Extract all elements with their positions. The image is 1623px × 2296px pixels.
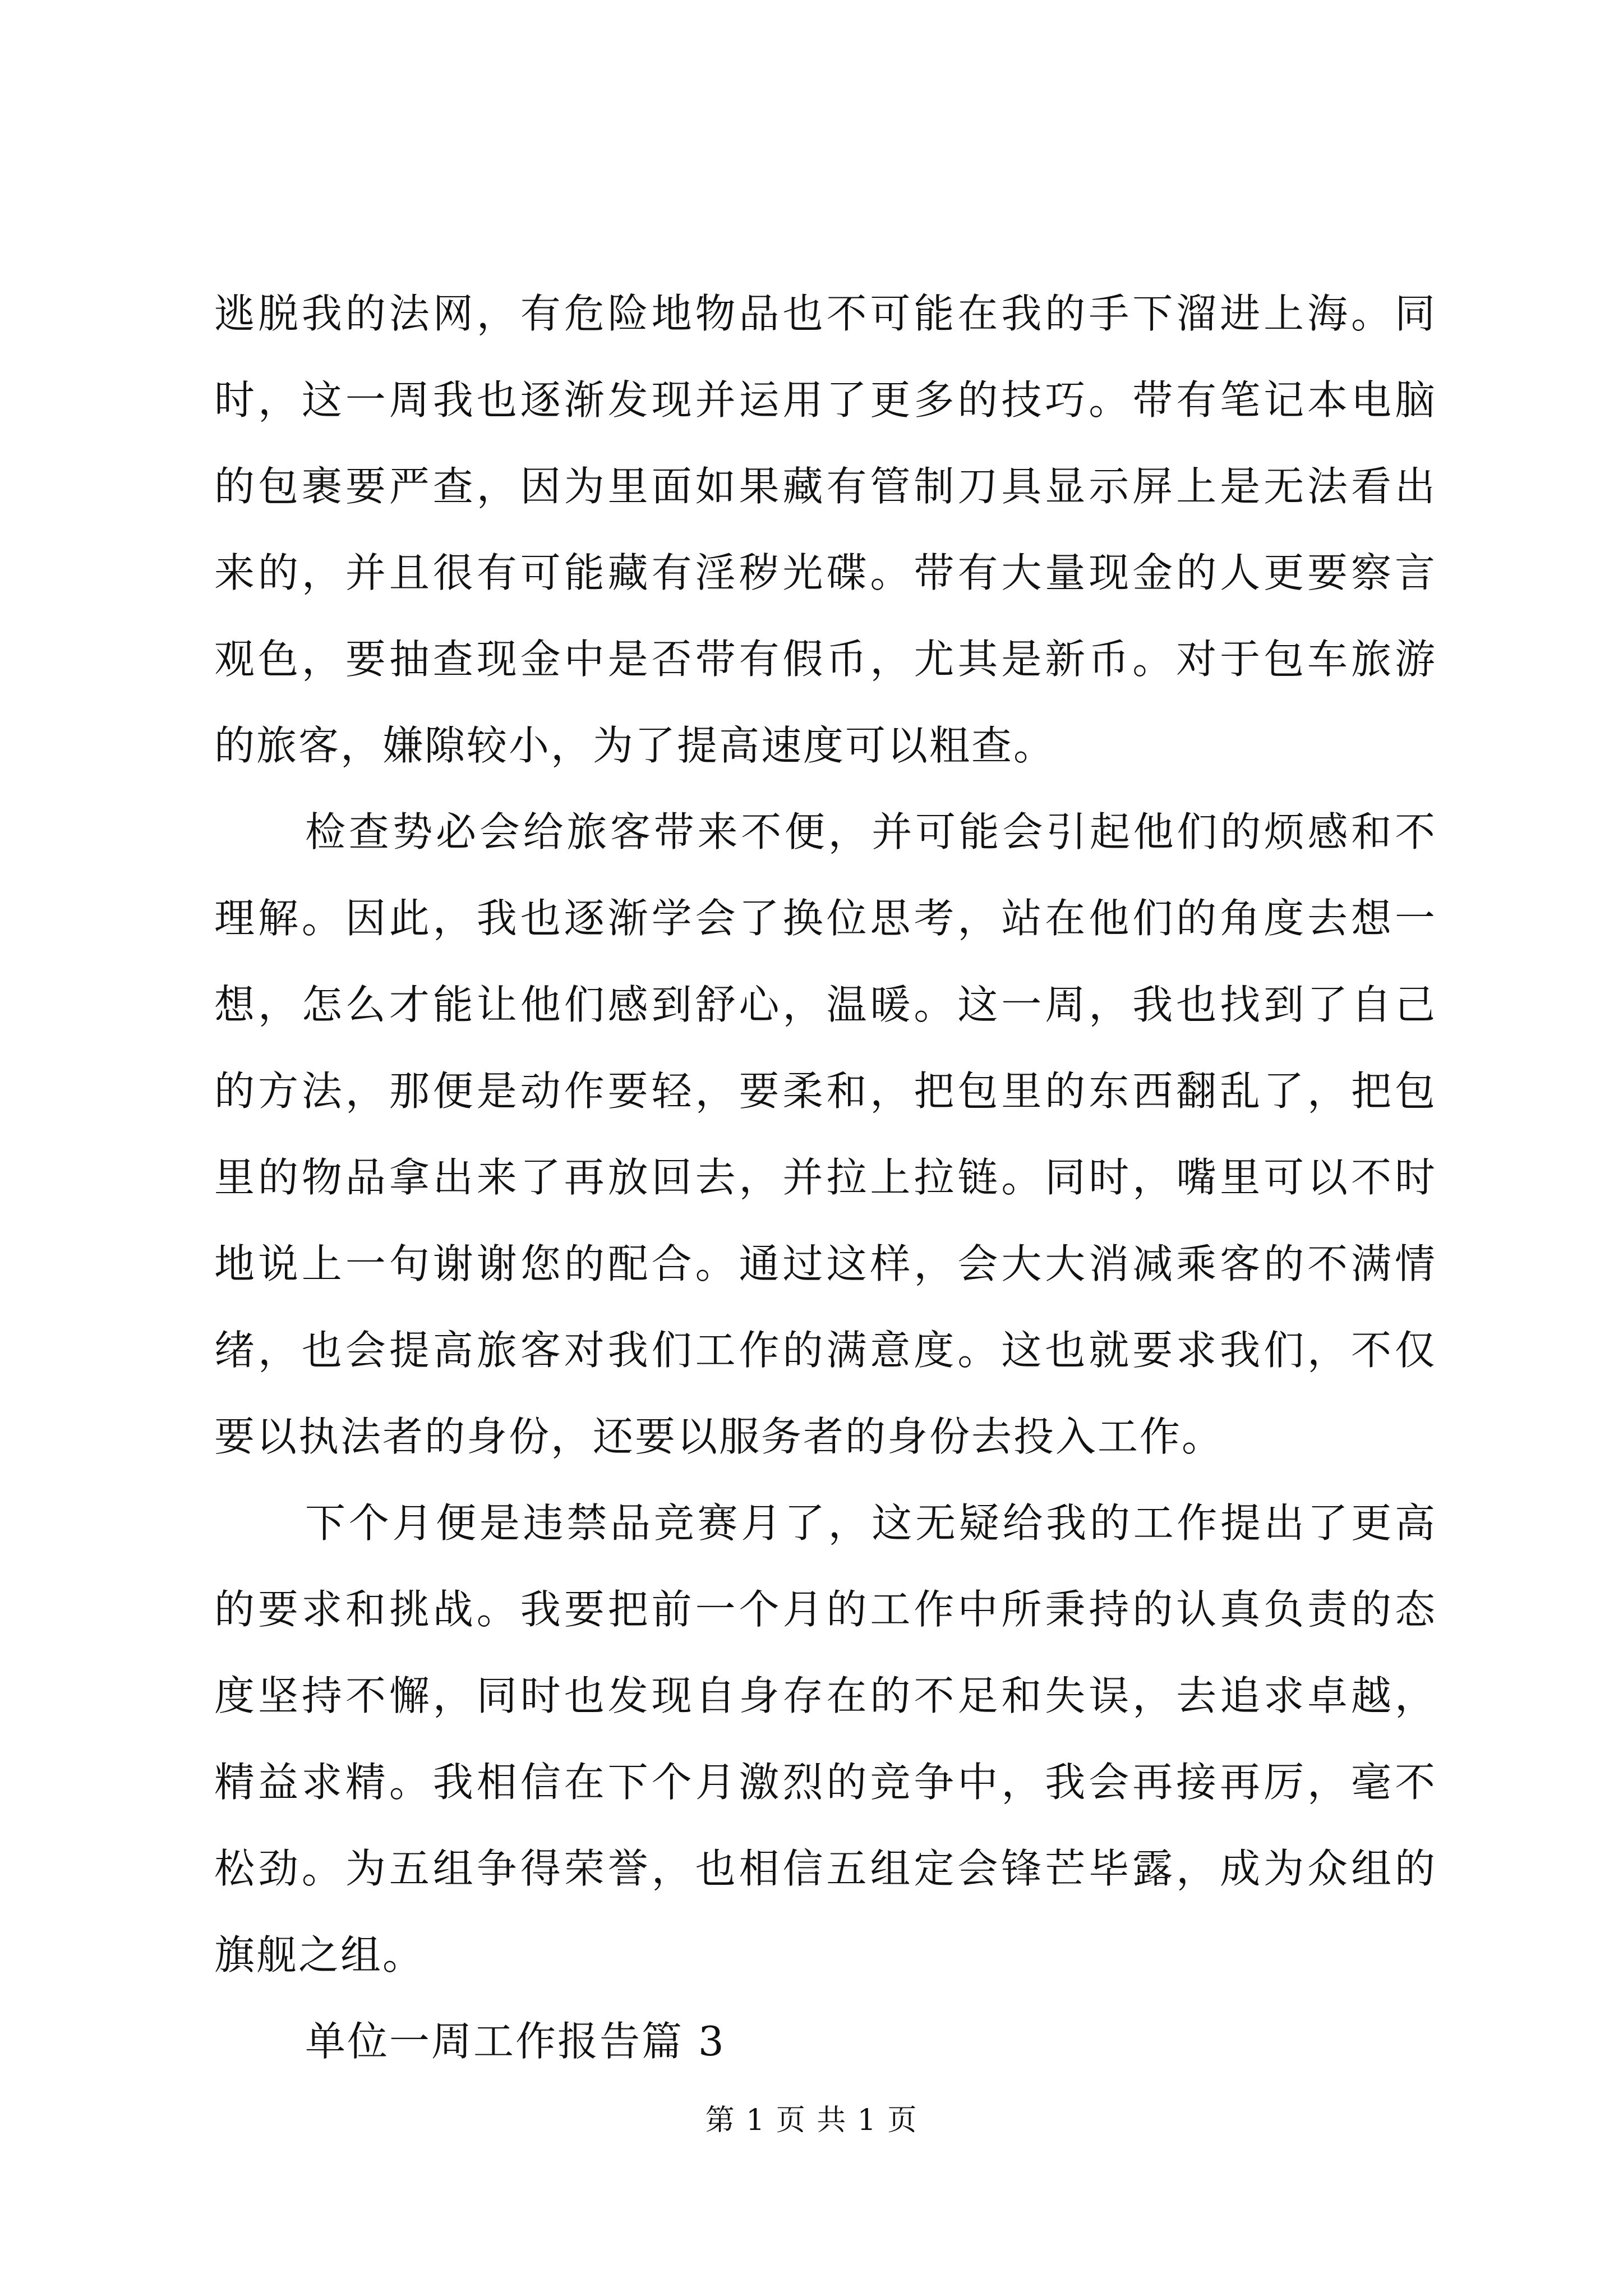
text-line: 检查势必会给旅客带来不便，并可能会引起他们的烦感和不 bbox=[305, 808, 1437, 855]
text-line: 来的，并且很有可能藏有淫秽光碟。带有大量现金的人更要察言 bbox=[214, 549, 1437, 596]
text-line: 要以执法者的身份，还要以服务者的身份去投入工作。 bbox=[214, 1413, 1224, 1460]
text-line: 地说上一句谢谢您的配合。通过这样，会大大消减乘客的不满情 bbox=[214, 1240, 1437, 1287]
text-line: 度坚持不懈，同时也发现自身存在的不足和失误，去追求卓越， bbox=[214, 1672, 1437, 1719]
text-line: 精益求精。我相信在下个月激烈的竞争中，我会再接再厉，毫不 bbox=[214, 1759, 1437, 1806]
text-line: 观色，要抽查现金中是否带有假币，尤其是新币。对于包车旅游 bbox=[214, 636, 1437, 683]
text-line: 里的物品拿出来了再放回去，并拉上拉链。同时，嘴里可以不时 bbox=[214, 1154, 1437, 1201]
text-line: 逃脱我的法网，有危险地物品也不可能在我的手下溜进上海。同 bbox=[214, 290, 1437, 337]
text-line: 的要求和挑战。我要把前一个月的工作中所秉持的认真负责的态 bbox=[214, 1586, 1437, 1633]
text-line: 时，这一周我也逐渐发现并运用了更多的技巧。带有笔记本电脑 bbox=[214, 376, 1437, 424]
page-number-footer: 第 1 页 共 1 页 bbox=[705, 2104, 918, 2137]
text-line: 的包裹要严查，因为里面如果藏有管制刀具显示屏上是无法看出 bbox=[214, 463, 1437, 510]
text-line: 想，怎么才能让他们感到舒心，温暖。这一周，我也找到了自己 bbox=[214, 981, 1437, 1028]
text-line: 的旅客，嫌隙较小，为了提高速度可以粗查。 bbox=[214, 722, 1056, 769]
section-heading: 单位一周工作报告篇 3 bbox=[305, 2018, 726, 2065]
text-line: 下个月便是违禁品竞赛月了，这无疑给我的工作提出了更高 bbox=[305, 1499, 1437, 1547]
text-line: 旗舰之组。 bbox=[214, 1931, 425, 1978]
text-line: 的方法，那便是动作要轻，要柔和，把包里的东西翻乱了，把包 bbox=[214, 1068, 1437, 1115]
document-body bbox=[214, 270, 1437, 2085]
text-line: 松劲。为五组争得荣誉，也相信五组定会锋芒毕露，成为众组的 bbox=[214, 1845, 1437, 1892]
text-line: 理解。因此，我也逐渐学会了换位思考，站在他们的角度去想一 bbox=[214, 895, 1437, 942]
text-line: 绪，也会提高旅客对我们工作的满意度。这也就要求我们，不仅 bbox=[214, 1327, 1437, 1374]
